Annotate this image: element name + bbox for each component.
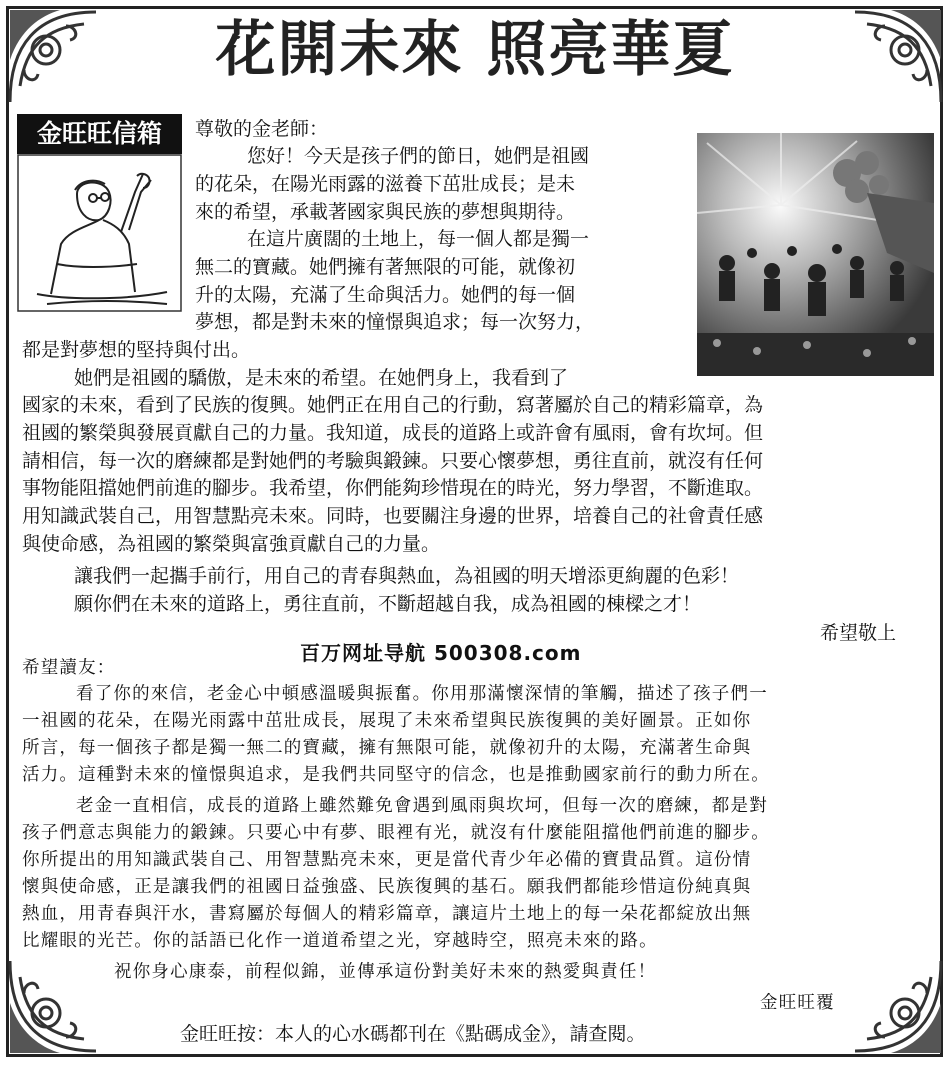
reply-line: 老金一直相信，成長的道路上雖然難免會遇到風雨與坎坷，但每一次的磨練，都是對 [76,796,768,816]
letter-line: 升的太陽，充滿了生命與活力。她們的每一個 [195,284,576,306]
column-label: 金旺旺信箱 [17,114,182,154]
page-title: 花開未來 照亮華夏 [215,15,735,85]
reply-line: 熱血，用青春與汗水，書寫屬於每個人的精彩篇章，讓這片土地上的每一朵花都綻放出無 [22,904,752,924]
footer-note: 金旺旺按：本人的心水碼都刊在《點碼成金》，請查閱。 [180,1023,646,1045]
letter-line: 用知識武裝自己，用智慧點亮未來。同時，也要關注身邊的世界，培養自己的社會責任感 [22,505,764,527]
letter-line: 請相信，每一次的磨練都是對她們的考驗與鍛鍊。只要心懷夢想，勇往直前，就沒有任何 [22,450,764,472]
reply-signoff: 金旺旺覆 [760,993,835,1013]
letter-salutation: 尊敬的金老師： [195,118,329,140]
letter-signoff: 希望敬上 [820,622,897,644]
column-header [17,114,182,314]
reply-line: 看了你的來信，老金心中頓感溫暖與振奮。你用那滿懷深情的筆觸，描述了孩子們一 [76,684,768,704]
reply-greeting: 希望讀友： [22,658,116,678]
reply-line: 一祖國的花朵，在陽光雨露中茁壯成長，展現了未來希望與民族復興的美好圖景。正如你 [22,711,752,731]
letter-line: 國家的未來，看到了民族的復興。她們正在用自己的行動，寫著屬於自己的精彩篇章，為 [22,394,764,416]
letter-line: 的花朵，在陽光雨露的滋養下茁壯成長；是未 [195,173,576,195]
letter-line: 事物能阻擋她們前進的腳步。我希望，你們能夠珍惜現在的時光，努力學習，不斷進取。 [22,477,764,499]
reply-line: 祝你身心康泰，前程似錦，並傳承這份對美好未來的熱愛與責任！ [114,962,657,982]
letter-line: 您好！今天是孩子們的節日，她們是祖國 [247,145,590,167]
letter-line: 來的希望，承載著國家與民族的夢想與期待。 [195,201,576,223]
letter-line: 無二的寶藏。她們擁有著無限的可能，就像初 [195,256,576,278]
letter-line: 祖國的繁榮與發展貢獻自己的力量。我知道，成長的道路上或許會有風雨，會有坎坷。但 [22,422,764,444]
corner-ornament-top-right [827,6,945,106]
reply-line: 孩子們意志與能力的鍛鍊。只要心中有夢、眼裡有光，就沒有什麼能阻擋他們前進的腳步。 [22,823,770,843]
reply-line: 你所提出的用知識武裝自己、用智慧點亮未來，更是當代青少年必備的寶貴品質。這份情 [22,850,752,870]
reply-line: 懷與使命感，正是讓我們的祖國日益強盛、民族復興的基石。願我們都能珍惜這份純真與 [22,877,752,897]
letter-line: 讓我們一起攜手前行，用自己的青春與熱血，為祖國的明天增添更絢麗的色彩！ [74,565,740,587]
letter-line: 都是對夢想的堅持與付出。 [22,339,251,361]
reply-line: 活力。這種對未來的憧憬與追求，是我們共同堅守的信念，也是推動國家前行的動力所在。 [22,765,770,785]
letter-line: 她們是祖國的驕傲，是未來的希望。在她們身上，我看到了 [74,367,569,389]
letter-line: 與使命感，為祖國的繁榮與富強貢獻自己的力量。 [22,533,441,555]
reply-line: 比耀眼的光芒。你的話語已化作一道道希望之光，穿越時空，照亮未來的路。 [22,931,658,951]
corner-ornament-top-left [6,6,124,106]
writer-sketch-illustration [17,154,182,312]
letter-line: 在這片廣闊的土地上，每一個人都是獨一 [247,228,590,250]
reply-line: 所言，每一個孩子都是獨一無二的寶藏，擁有無限可能，就像初升的太陽，充滿著生命與 [22,738,752,758]
letter-line: 願你們在未來的道路上，勇往直前，不斷超越自我，成為祖國的棟樑之才！ [74,593,702,615]
letter-line: 夢想，都是對未來的憧憬與追求；每一次努力， [195,311,595,333]
corner-ornament-bottom-right [827,957,945,1057]
site-watermark: 百万网址导航 500308.com [300,641,582,665]
